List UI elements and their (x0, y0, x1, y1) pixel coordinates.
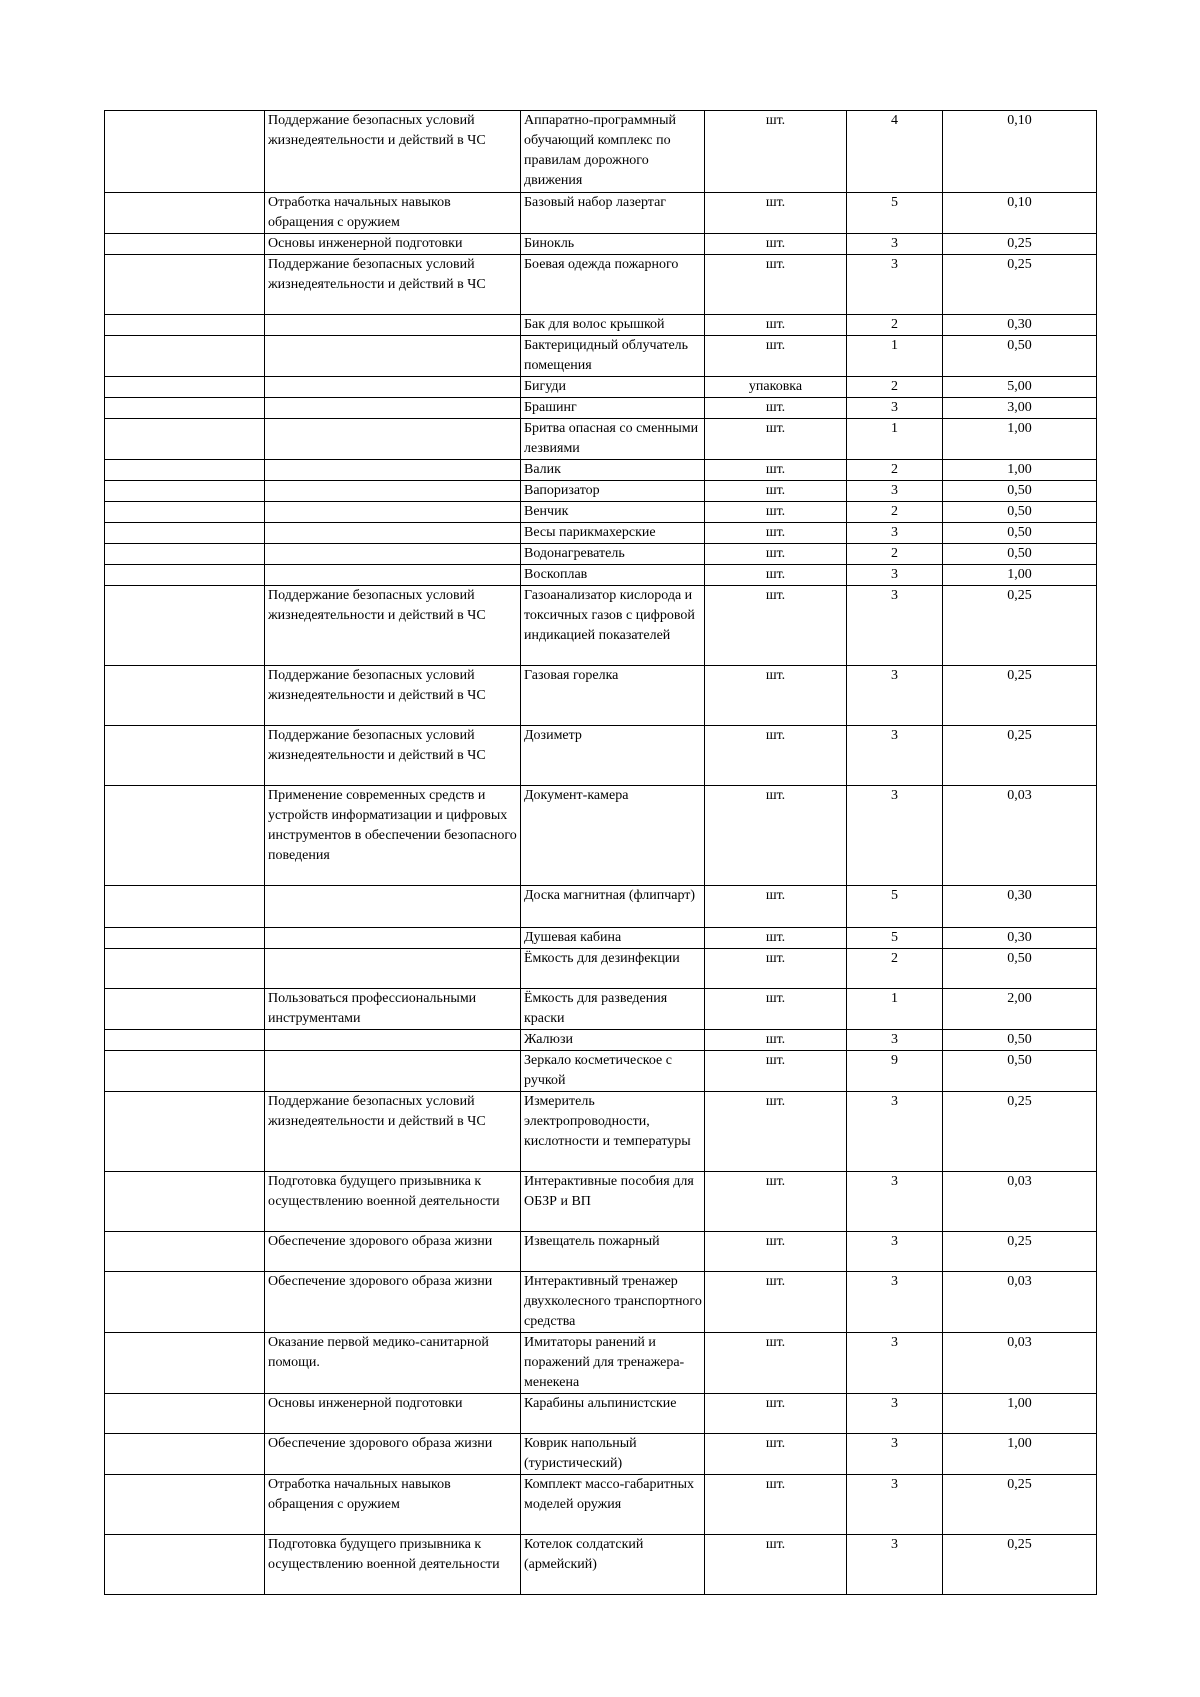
quantity-cell: 3 (847, 255, 943, 315)
row-blank-cell (105, 315, 265, 336)
row-blank-cell (105, 726, 265, 786)
section-cell (265, 544, 521, 565)
quantity-cell: 3 (847, 666, 943, 726)
unit-cell: шт. (705, 565, 847, 586)
item-name-cell: Дозиметр (521, 726, 705, 786)
table-row (105, 1092, 1097, 1172)
item-name-cell: Бритва опасная со сменными лезвиями (521, 419, 705, 460)
quantity-cell: 2 (847, 460, 943, 481)
quantity-cell: 4 (847, 111, 943, 193)
table-row (105, 1030, 1097, 1051)
item-name-cell: Котелок солдатский (армейский) (521, 1535, 705, 1595)
norm-cell: 0,25 (943, 1232, 1097, 1272)
table-row (105, 544, 1097, 565)
row-blank-cell (105, 1394, 265, 1434)
quantity-cell: 3 (847, 523, 943, 544)
item-name-cell: Бактерицидный облучатель помещения (521, 336, 705, 377)
norm-cell: 0,03 (943, 1272, 1097, 1333)
norm-cell: 0,25 (943, 726, 1097, 786)
section-cell: Поддержание безопасных условий жизнедеятельности и действий в ЧС (265, 726, 521, 786)
norm-cell: 0,30 (943, 886, 1097, 928)
table-row (105, 989, 1097, 1030)
section-cell (265, 460, 521, 481)
quantity-cell: 3 (847, 481, 943, 502)
norm-cell: 0,50 (943, 1030, 1097, 1051)
table-row (105, 1333, 1097, 1394)
row-blank-cell (105, 1030, 265, 1051)
item-name-cell: Интерактивные пособия для ОБЗР и ВП (521, 1172, 705, 1232)
unit-cell: шт. (705, 1030, 847, 1051)
equipment-table-body (105, 111, 1097, 1595)
norm-cell: 1,00 (943, 460, 1097, 481)
item-name-cell: Боевая одежда пожарного (521, 255, 705, 315)
item-name-cell: Бак для волос крышкой (521, 315, 705, 336)
norm-cell: 0,30 (943, 928, 1097, 949)
section-cell (265, 481, 521, 502)
norm-cell: 0,25 (943, 586, 1097, 666)
unit-cell: шт. (705, 1434, 847, 1475)
section-cell: Поддержание безопасных условий жизнедеятельности и действий в ЧС (265, 1092, 521, 1172)
unit-cell: шт. (705, 460, 847, 481)
table-row (105, 111, 1097, 193)
row-blank-cell (105, 1475, 265, 1535)
section-cell: Основы инженерной подготовки (265, 234, 521, 255)
quantity-cell: 9 (847, 1051, 943, 1092)
table-row (105, 502, 1097, 523)
table-row (105, 234, 1097, 255)
unit-cell: шт. (705, 1051, 847, 1092)
section-cell: Основы инженерной подготовки (265, 1394, 521, 1434)
unit-cell: шт. (705, 1092, 847, 1172)
row-blank-cell (105, 398, 265, 419)
section-cell (265, 502, 521, 523)
norm-cell: 0,50 (943, 336, 1097, 377)
quantity-cell: 2 (847, 377, 943, 398)
unit-cell: шт. (705, 1475, 847, 1535)
unit-cell: шт. (705, 523, 847, 544)
quantity-cell: 3 (847, 565, 943, 586)
section-cell (265, 523, 521, 544)
unit-cell: шт. (705, 419, 847, 460)
item-name-cell: Базовый набор лазертаг (521, 193, 705, 234)
table-row (105, 398, 1097, 419)
section-cell: Оказание первой медико-санитарной помощи. (265, 1333, 521, 1394)
row-blank-cell (105, 1434, 265, 1475)
norm-cell: 0,25 (943, 666, 1097, 726)
quantity-cell: 3 (847, 1434, 943, 1475)
unit-cell: шт. (705, 726, 847, 786)
row-blank-cell (105, 928, 265, 949)
item-name-cell: Зеркало косметическое с ручкой (521, 1051, 705, 1092)
section-cell: Обеспечение здорового образа жизни (265, 1272, 521, 1333)
table-row (105, 1394, 1097, 1434)
norm-cell: 0,03 (943, 1333, 1097, 1394)
norm-cell: 0,25 (943, 1535, 1097, 1595)
quantity-cell: 5 (847, 928, 943, 949)
row-blank-cell (105, 666, 265, 726)
norm-cell: 1,00 (943, 565, 1097, 586)
row-blank-cell (105, 336, 265, 377)
table-row (105, 586, 1097, 666)
table-row (105, 565, 1097, 586)
section-cell (265, 398, 521, 419)
unit-cell: шт. (705, 398, 847, 419)
item-name-cell: Валик (521, 460, 705, 481)
row-blank-cell (105, 377, 265, 398)
norm-cell: 0,50 (943, 949, 1097, 989)
item-name-cell: Водонагреватель (521, 544, 705, 565)
quantity-cell: 3 (847, 1475, 943, 1535)
norm-cell: 0,50 (943, 544, 1097, 565)
unit-cell: шт. (705, 1394, 847, 1434)
quantity-cell: 5 (847, 886, 943, 928)
unit-cell: шт. (705, 481, 847, 502)
item-name-cell: Вапоризатор (521, 481, 705, 502)
table-row (105, 1272, 1097, 1333)
norm-cell: 0,25 (943, 1475, 1097, 1535)
table-row (105, 886, 1097, 928)
norm-cell: 0,50 (943, 523, 1097, 544)
section-cell: Отработка начальных навыков обращения с оружием (265, 193, 521, 234)
item-name-cell: Доска магнитная (флипчарт) (521, 886, 705, 928)
unit-cell: шт. (705, 1172, 847, 1232)
item-name-cell: Газоанализатор кислорода и токсичных газов с цифровой индикацией показателей (521, 586, 705, 666)
norm-cell: 1,00 (943, 1434, 1097, 1475)
table-row (105, 928, 1097, 949)
row-blank-cell (105, 565, 265, 586)
table-row (105, 336, 1097, 377)
unit-cell: шт. (705, 1535, 847, 1595)
row-blank-cell (105, 1172, 265, 1232)
table-row (105, 1051, 1097, 1092)
section-cell (265, 928, 521, 949)
table-row (105, 1535, 1097, 1595)
unit-cell: шт. (705, 336, 847, 377)
table-row (105, 481, 1097, 502)
norm-cell: 3,00 (943, 398, 1097, 419)
table-row (105, 1434, 1097, 1475)
section-cell (265, 565, 521, 586)
norm-cell: 0,50 (943, 481, 1097, 502)
unit-cell: шт. (705, 1232, 847, 1272)
section-cell: Обеспечение здорового образа жизни (265, 1434, 521, 1475)
quantity-cell: 3 (847, 786, 943, 886)
quantity-cell: 3 (847, 1394, 943, 1434)
unit-cell: шт. (705, 666, 847, 726)
quantity-cell: 3 (847, 234, 943, 255)
item-name-cell: Коврик напольный (туристический) (521, 1434, 705, 1475)
section-cell (265, 1051, 521, 1092)
table-row (105, 255, 1097, 315)
norm-cell: 5,00 (943, 377, 1097, 398)
item-name-cell: Весы парикмахерские (521, 523, 705, 544)
item-name-cell: Карабины альпинистские (521, 1394, 705, 1434)
item-name-cell: Бигуди (521, 377, 705, 398)
row-blank-cell (105, 544, 265, 565)
quantity-cell: 3 (847, 586, 943, 666)
row-blank-cell (105, 1272, 265, 1333)
unit-cell: шт. (705, 502, 847, 523)
quantity-cell: 3 (847, 398, 943, 419)
row-blank-cell (105, 1092, 265, 1172)
norm-cell: 0,25 (943, 234, 1097, 255)
unit-cell: шт. (705, 1333, 847, 1394)
unit-cell: шт. (705, 586, 847, 666)
unit-cell: шт. (705, 928, 847, 949)
section-cell: Поддержание безопасных условий жизнедеятельности и действий в ЧС (265, 255, 521, 315)
norm-cell: 0,03 (943, 786, 1097, 886)
item-name-cell: Бинокль (521, 234, 705, 255)
section-cell (265, 419, 521, 460)
unit-cell: шт. (705, 111, 847, 193)
norm-cell: 0,25 (943, 1092, 1097, 1172)
norm-cell: 2,00 (943, 989, 1097, 1030)
section-cell (265, 315, 521, 336)
item-name-cell: Душевая кабина (521, 928, 705, 949)
unit-cell: упаковка (705, 377, 847, 398)
item-name-cell: Жалюзи (521, 1030, 705, 1051)
norm-cell: 0,10 (943, 111, 1097, 193)
item-name-cell: Брашинг (521, 398, 705, 419)
row-blank-cell (105, 886, 265, 928)
section-cell (265, 949, 521, 989)
row-blank-cell (105, 523, 265, 544)
table-row (105, 315, 1097, 336)
table-row (105, 666, 1097, 726)
quantity-cell: 1 (847, 336, 943, 377)
quantity-cell: 3 (847, 1333, 943, 1394)
row-blank-cell (105, 255, 265, 315)
quantity-cell: 3 (847, 1172, 943, 1232)
table-row (105, 1232, 1097, 1272)
quantity-cell: 1 (847, 419, 943, 460)
section-cell (265, 336, 521, 377)
quantity-cell: 3 (847, 1232, 943, 1272)
unit-cell: шт. (705, 315, 847, 336)
unit-cell: шт. (705, 786, 847, 886)
unit-cell: шт. (705, 234, 847, 255)
quantity-cell: 3 (847, 1535, 943, 1595)
row-blank-cell (105, 786, 265, 886)
item-name-cell: Венчик (521, 502, 705, 523)
table-row (105, 523, 1097, 544)
row-blank-cell (105, 419, 265, 460)
norm-cell: 0,30 (943, 315, 1097, 336)
equipment-table (104, 110, 1097, 1595)
unit-cell: шт. (705, 193, 847, 234)
quantity-cell: 3 (847, 1272, 943, 1333)
row-blank-cell (105, 481, 265, 502)
table-row (105, 1172, 1097, 1232)
quantity-cell: 2 (847, 315, 943, 336)
row-blank-cell (105, 1535, 265, 1595)
section-cell: Поддержание безопасных условий жизнедеятельности и действий в ЧС (265, 666, 521, 726)
norm-cell: 0,25 (943, 255, 1097, 315)
section-cell (265, 377, 521, 398)
item-name-cell: Интерактивный тренажер двухколесного транспортного средства (521, 1272, 705, 1333)
item-name-cell: Ёмкость для дезинфекции (521, 949, 705, 989)
row-blank-cell (105, 502, 265, 523)
item-name-cell: Документ-камера (521, 786, 705, 886)
row-blank-cell (105, 111, 265, 193)
section-cell: Подготовка будущего призывника к осуществлению военной деятельности (265, 1172, 521, 1232)
norm-cell: 0,50 (943, 1051, 1097, 1092)
row-blank-cell (105, 1333, 265, 1394)
quantity-cell: 2 (847, 502, 943, 523)
row-blank-cell (105, 1051, 265, 1092)
item-name-cell: Имитаторы ранений и поражений для тренажера-менекена (521, 1333, 705, 1394)
unit-cell: шт. (705, 949, 847, 989)
quantity-cell: 1 (847, 989, 943, 1030)
norm-cell: 1,00 (943, 419, 1097, 460)
section-cell: Поддержание безопасных условий жизнедеятельности и действий в ЧС (265, 111, 521, 193)
section-cell (265, 886, 521, 928)
table-row (105, 949, 1097, 989)
unit-cell: шт. (705, 886, 847, 928)
quantity-cell: 2 (847, 544, 943, 565)
quantity-cell: 5 (847, 193, 943, 234)
table-row (105, 726, 1097, 786)
section-cell (265, 1030, 521, 1051)
quantity-cell: 2 (847, 949, 943, 989)
table-row (105, 786, 1097, 886)
item-name-cell: Аппаратно-программный обучающий комплекс по правилам дорожного движения (521, 111, 705, 193)
norm-cell: 0,03 (943, 1172, 1097, 1232)
unit-cell: шт. (705, 989, 847, 1030)
table-row (105, 193, 1097, 234)
section-cell: Подготовка будущего призывника к осуществлению военной деятельности (265, 1535, 521, 1595)
unit-cell: шт. (705, 544, 847, 565)
item-name-cell: Комплект массо-габаритных моделей оружия (521, 1475, 705, 1535)
unit-cell: шт. (705, 255, 847, 315)
row-blank-cell (105, 234, 265, 255)
item-name-cell: Ёмкость для разведения краски (521, 989, 705, 1030)
quantity-cell: 3 (847, 1030, 943, 1051)
table-row (105, 377, 1097, 398)
norm-cell: 1,00 (943, 1394, 1097, 1434)
table-row (105, 419, 1097, 460)
section-cell: Обеспечение здорового образа жизни (265, 1232, 521, 1272)
section-cell: Применение современных средств и устройств информатизации и цифровых инструментов в обеспечении безопасного поведения (265, 786, 521, 886)
item-name-cell: Воскоплав (521, 565, 705, 586)
table-row (105, 1475, 1097, 1535)
row-blank-cell (105, 193, 265, 234)
table-row (105, 460, 1097, 481)
row-blank-cell (105, 1232, 265, 1272)
row-blank-cell (105, 949, 265, 989)
norm-cell: 0,10 (943, 193, 1097, 234)
item-name-cell: Извещатель пожарный (521, 1232, 705, 1272)
item-name-cell: Газовая горелка (521, 666, 705, 726)
section-cell: Отработка начальных навыков обращения с оружием (265, 1475, 521, 1535)
quantity-cell: 3 (847, 1092, 943, 1172)
norm-cell: 0,50 (943, 502, 1097, 523)
row-blank-cell (105, 460, 265, 481)
section-cell: Поддержание безопасных условий жизнедеятельности и действий в ЧС (265, 586, 521, 666)
item-name-cell: Измеритель электропроводности, кислотности и температуры (521, 1092, 705, 1172)
row-blank-cell (105, 586, 265, 666)
quantity-cell: 3 (847, 726, 943, 786)
unit-cell: шт. (705, 1272, 847, 1333)
row-blank-cell (105, 989, 265, 1030)
section-cell: Пользоваться профессиональными инструментами (265, 989, 521, 1030)
